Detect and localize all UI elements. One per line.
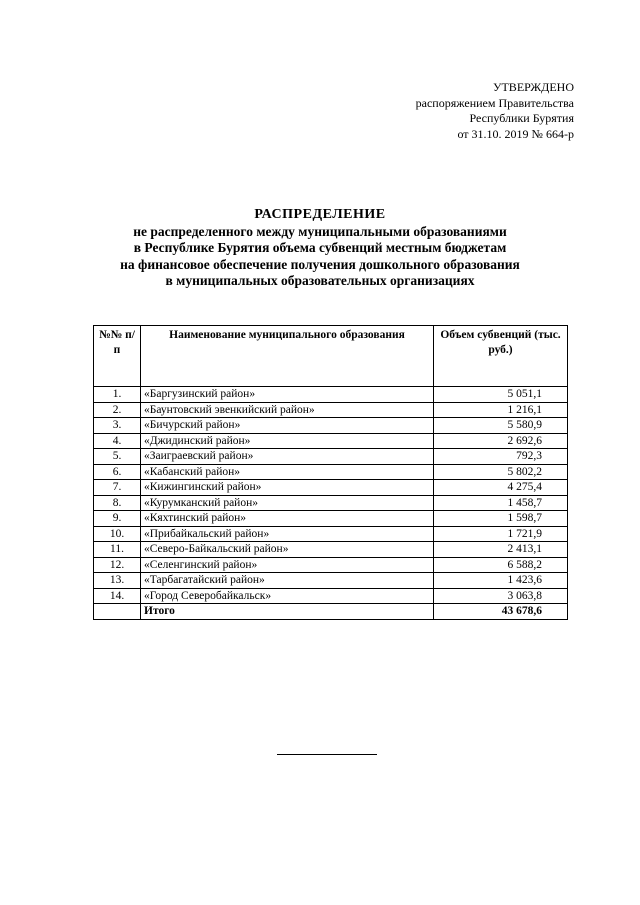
row-value: 4 275,4	[434, 480, 568, 496]
row-num: 3.	[94, 418, 141, 434]
distribution-table	[93, 325, 568, 620]
row-name: «Город Северобайкальск»	[141, 588, 434, 604]
row-num: 4.	[94, 433, 141, 449]
row-name: «Кижингинский район»	[141, 480, 434, 496]
row-value: 1 216,1	[434, 402, 568, 418]
approval-line-republic: Республики Бурятия	[469, 111, 574, 125]
header-num: №№ п/п	[94, 326, 141, 387]
title-line-1: не распределенного между муниципальными образованиями	[133, 223, 507, 239]
row-name: «Баунтовский эвенкийский район»	[141, 402, 434, 418]
row-num: 5.	[94, 449, 141, 465]
table-row	[94, 542, 568, 558]
total-label: Итого	[141, 604, 434, 620]
table-row	[94, 557, 568, 573]
row-value: 2 692,6	[434, 433, 568, 449]
title-line-4: в муниципальных образовательных организациях	[165, 273, 475, 288]
row-value: 1 721,9	[434, 526, 568, 542]
row-num: 9.	[94, 511, 141, 527]
row-name: «Бичурский район»	[141, 418, 434, 434]
row-num: 10.	[94, 526, 141, 542]
row-value: 2 413,1	[434, 542, 568, 558]
row-name: «Селенгинский район»	[141, 557, 434, 573]
row-name: «Тарбагатайский район»	[141, 573, 434, 589]
row-name: «Кабанский район»	[141, 464, 434, 480]
table-row	[94, 573, 568, 589]
row-name: «Кяхтинский район»	[141, 511, 434, 527]
title-line-3: на финансовое обеспечение получения дошкольного образования	[120, 256, 520, 272]
row-name: «Баргузинский район»	[141, 387, 434, 403]
row-value: 1 598,7	[434, 511, 568, 527]
title-heading: РАСПРЕДЕЛЕНИЕ	[254, 207, 386, 222]
approval-block	[416, 80, 574, 142]
row-num: 2.	[94, 402, 141, 418]
row-name: «Заиграевский район»	[141, 449, 434, 465]
document-title	[0, 207, 640, 290]
row-num: 14.	[94, 588, 141, 604]
total-row	[94, 604, 568, 620]
row-num: 12.	[94, 557, 141, 573]
header-value: Объем субвенций (тыс. руб.)	[434, 326, 568, 387]
row-name: «Северо-Байкальский район»	[141, 542, 434, 558]
table-row	[94, 402, 568, 418]
table-row	[94, 418, 568, 434]
row-value: 5 802,2	[434, 464, 568, 480]
table-row	[94, 387, 568, 403]
total-num-empty	[94, 604, 141, 620]
approval-line-order: распоряжением Правительства	[415, 95, 574, 110]
row-name: «Джидинский район»	[141, 433, 434, 449]
row-num: 7.	[94, 480, 141, 496]
table-row	[94, 449, 568, 465]
row-num: 8.	[94, 495, 141, 511]
table-row	[94, 464, 568, 480]
table-row	[94, 480, 568, 496]
row-value: 1 458,7	[434, 495, 568, 511]
row-value: 1 423,6	[434, 573, 568, 589]
row-num: 6.	[94, 464, 141, 480]
row-name: «Прибайкальский район»	[141, 526, 434, 542]
table-row	[94, 495, 568, 511]
row-num: 1.	[94, 387, 141, 403]
closing-rule	[277, 754, 377, 755]
row-value: 5 580,9	[434, 418, 568, 434]
approval-line-date: от 31.10. 2019 № 664-р	[457, 126, 574, 141]
total-value: 43 678,6	[434, 604, 568, 620]
table-header-row	[94, 326, 568, 387]
row-num: 11.	[94, 542, 141, 558]
table-row	[94, 433, 568, 449]
header-name: Наименование муниципального образования	[141, 326, 434, 387]
table-row	[94, 511, 568, 527]
row-name: «Курумканский район»	[141, 495, 434, 511]
row-value: 6 588,2	[434, 557, 568, 573]
row-value: 792,3	[434, 449, 568, 465]
table-row	[94, 526, 568, 542]
approval-line-approved: УТВЕРЖДЕНО	[492, 80, 574, 94]
table-row	[94, 588, 568, 604]
row-num: 13.	[94, 573, 141, 589]
row-value: 5 051,1	[434, 387, 568, 403]
title-line-2: в Республике Бурятия объема субвенций местным бюджетам	[133, 240, 507, 255]
row-value: 3 063,8	[434, 588, 568, 604]
